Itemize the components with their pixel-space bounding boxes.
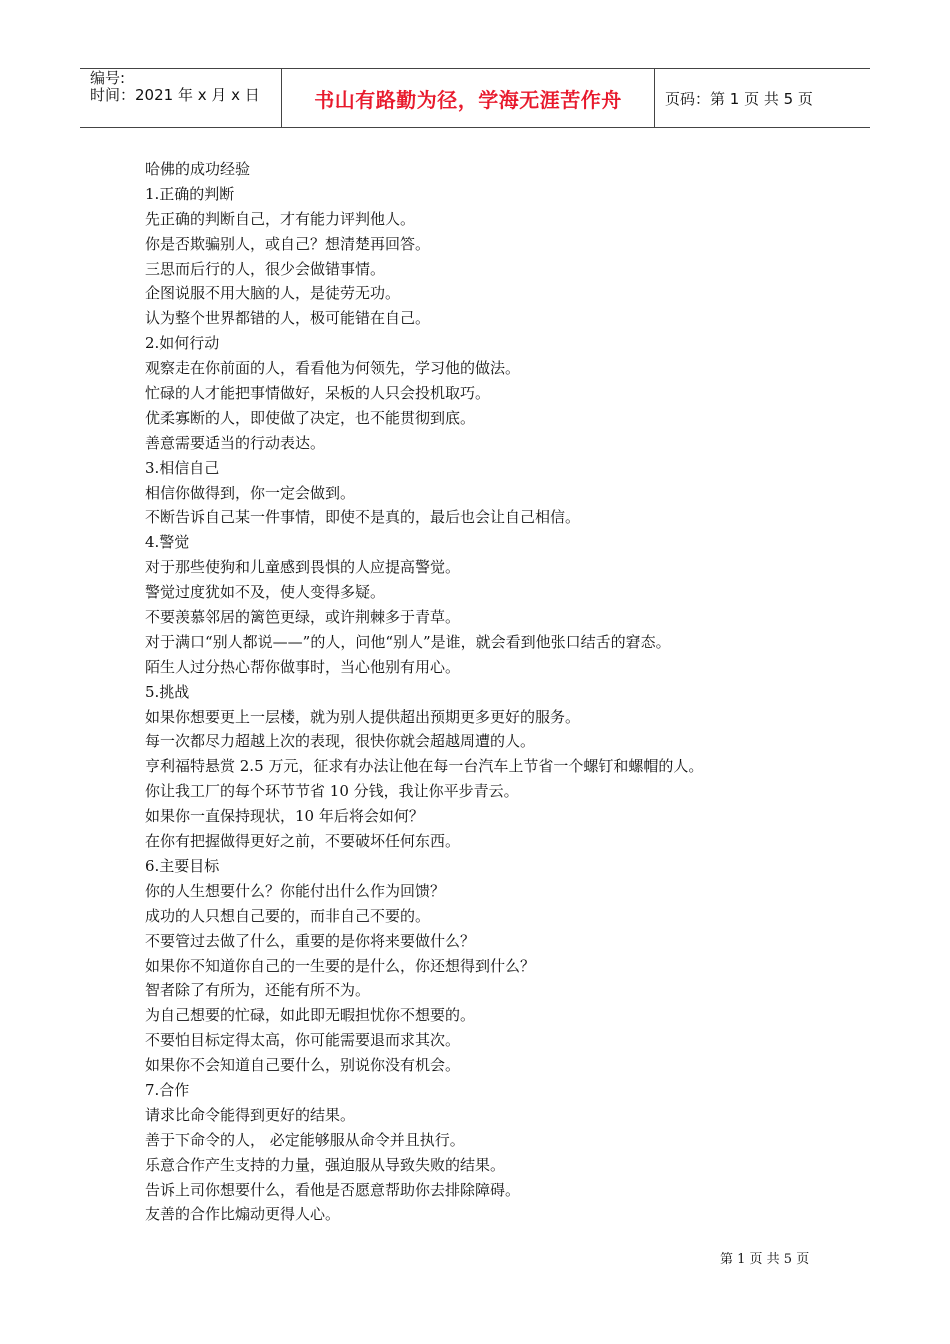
body-line: 陌生人过分热心帮你做事时，当心他别有用心。	[145, 657, 461, 676]
page-header	[80, 68, 870, 128]
body-line: 乐意合作产生支持的力量，强迫服从导致失败的结果。	[145, 1155, 506, 1174]
body-line: 你是否欺骗别人，或自己？想清楚再回答。	[145, 234, 431, 253]
body-line: 为自己想要的忙碌，如此即无暇担忧你不想要的。	[145, 1006, 476, 1025]
time-label: 时间：2021 年 x 月 x 日	[90, 86, 260, 104]
body-line: 不要羡慕邻居的篱笆更绿，或许荆棘多于青草。	[145, 608, 461, 627]
body-line: 如果你不会知道自己要什么，别说你没有机会。	[145, 1056, 461, 1075]
body-line: 善意需要适当的行动表达。	[145, 433, 326, 452]
body-line: 善于下命令的人， 必定能够服从命令并且执行。	[145, 1130, 465, 1149]
body-line: 友善的合作比煽动更得人心。	[145, 1205, 341, 1224]
body-line: 如果你想要更上一层楼，就为别人提供超出预期更多更好的服务。	[145, 707, 581, 726]
body-line: 对于那些使狗和儿童感到畏惧的人应提高警觉。	[145, 558, 461, 577]
body-line: 不要怕目标定得太高，你可能需要退而求其次。	[145, 1031, 461, 1050]
body-line: 企图说服不用大脑的人，是徒劳无功。	[145, 284, 401, 303]
body-line: 不要管过去做了什么，重要的是你将来要做什么？	[145, 931, 476, 950]
body-line: 在你有把握做得更好之前，不要破坏任何东西。	[145, 832, 461, 851]
body-line: 智者除了有所为，还能有所不为。	[145, 981, 371, 1000]
body-line: 每一次都尽力超越上次的表现，很快你就会超越周遭的人。	[145, 732, 536, 751]
body-line: 你让我工厂的每个环节节省 10 分钱，我让你平步青云。	[145, 782, 519, 801]
header-page-number: 页码：第 1 页 共 5 页	[665, 89, 813, 108]
section-heading: 2.如何行动	[145, 334, 220, 353]
section-heading: 5.挑战	[145, 682, 190, 701]
page-footer: 第 1 页 共 5 页	[720, 1252, 810, 1267]
body-line: 如果你不知道你自己的一生要的是什么，你还想得到什么？	[145, 956, 536, 975]
header-motto: 书山有路勤为径，学海无涯苦作舟	[281, 69, 655, 127]
body-line: 告诉上司你想要什么，看他是否愿意帮助你去排除障碍。	[145, 1180, 521, 1199]
section-heading: 4.警觉	[145, 533, 190, 552]
document-body	[145, 157, 845, 1227]
code-label: 编号:	[90, 69, 126, 87]
header-meta	[80, 69, 281, 127]
section-heading: 1.正确的判断	[145, 184, 235, 203]
body-line: 请求比命令能得到更好的结果。	[145, 1105, 356, 1124]
body-line: 警觉过度犹如不及，使人变得多疑。	[145, 583, 386, 602]
body-line: 观察走在你前面的人，看看他为何领先，学习他的做法。	[145, 359, 521, 378]
body-line: 相信你做得到，你一定会做到。	[145, 483, 356, 502]
body-line: 不断告诉自己某一件事情，即使不是真的，最后也会让自己相信。	[145, 508, 581, 527]
section-heading: 3.相信自己	[145, 458, 220, 477]
body-line: 先正确的判断自己，才有能力评判他人。	[145, 209, 416, 228]
document-title: 哈佛的成功经验	[145, 160, 251, 178]
body-line: 亨利福特悬赏 2.5 万元，征求有办法让他在每一台汽车上节省一个螺钉和螺帽的人。	[145, 757, 704, 776]
section-heading: 6.主要目标	[145, 856, 220, 875]
body-line: 三思而后行的人，很少会做错事情。	[145, 259, 386, 278]
body-line: 如果你一直保持现状，10 年后将会如何？	[145, 807, 424, 826]
body-line: 认为整个世界都错的人，极可能错在自己。	[145, 309, 431, 328]
body-line: 忙碌的人才能把事情做好，呆板的人只会投机取巧。	[145, 384, 491, 403]
section-heading: 7.合作	[145, 1080, 190, 1099]
body-line: 成功的人只想自己要的，而非自己不要的。	[145, 906, 431, 925]
body-line: 对于满口“别人都说——”的人，问他“别人”是谁，就会看到他张口结舌的窘态。	[145, 632, 671, 651]
body-line: 你的人生想要什么？你能付出什么作为回馈？	[145, 881, 446, 900]
body-line: 优柔寡断的人，即使做了决定，也不能贯彻到底。	[145, 408, 476, 427]
